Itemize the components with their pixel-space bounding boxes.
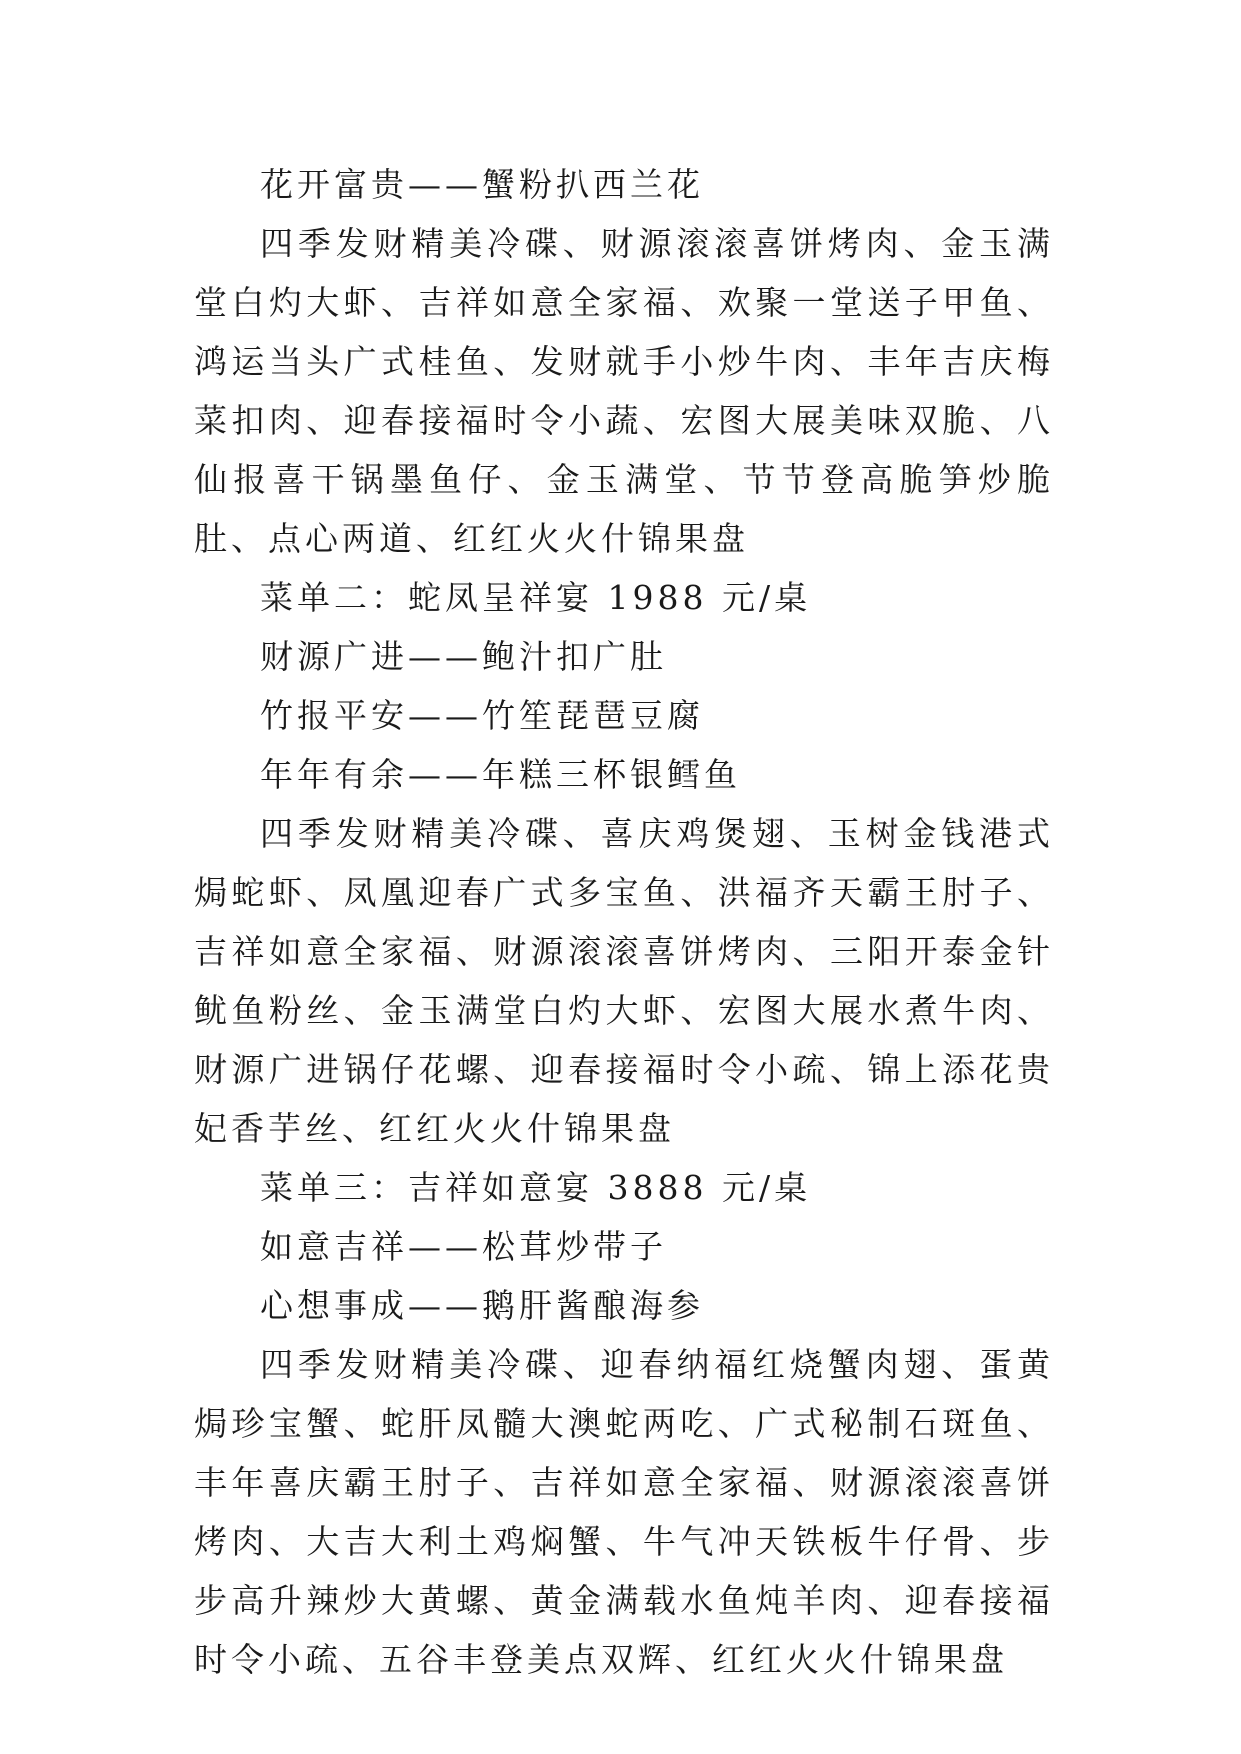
menu-one-dish-list: 四季发财精美冷碟、财源滚滚喜饼烤肉、金玉满堂白灼大虾、吉祥如意全家福、欢聚一堂送子甲鱼、鸿运当头广式桂鱼、发财就手小炒牛肉、丰年吉庆梅菜扣肉、迎春接福时令小蔬、宏图大展美味双脆、八仙报喜干锅墨鱼仔、金玉满堂、节节登高脆笋炒脆肚、点心两道、红红火火什锦果盘	[194, 224, 1054, 558]
dish-line-zhubao-pingan: 竹报平安——竹笙琵琶豆腐	[260, 696, 704, 735]
dish-line-caiyuan-guangjin: 财源广进——鲍汁扣广肚	[260, 637, 667, 676]
menu-two-dish-list: 四季发财精美冷碟、喜庆鸡煲翅、玉树金钱港式焗蛇虾、凤凰迎春广式多宝鱼、洪福齐天霸王肘子、吉祥如意全家福、财源滚滚喜饼烤肉、三阳开泰金针鱿鱼粉丝、金玉满堂白灼大虾、宏图大展水煮牛肉、财源广进锅仔花螺、迎春接福时令小疏、锦上添花贵妃香芋丝、红红火火什锦果盘	[194, 814, 1054, 1148]
document-body	[194, 155, 1054, 1689]
menu-two-heading: 菜单二：蛇凤呈祥宴 1988 元/桌	[260, 578, 812, 617]
menu-three-heading: 菜单三：吉祥如意宴 3888 元/桌	[260, 1168, 812, 1207]
dish-line-huakai-fugui: 花开富贵——蟹粉扒西兰花	[260, 165, 704, 204]
dish-line-niannian-youyu: 年年有余——年糕三杯银鳕鱼	[260, 755, 741, 794]
menu-three-dish-list: 四季发财精美冷碟、迎春纳福红烧蟹肉翅、蛋黄焗珍宝蟹、蛇肝凤髓大澳蛇两吃、广式秘制石斑鱼、丰年喜庆霸王肘子、吉祥如意全家福、财源滚滚喜饼烤肉、大吉大利土鸡焖蟹、牛气冲天铁板牛仔骨、步步高升辣炒大黄螺、黄金满载水鱼炖羊肉、迎春接福时令小疏、五谷丰登美点双辉、红红火火什锦果盘	[194, 1345, 1054, 1679]
dish-line-xinxiang-shicheng: 心想事成——鹅肝酱酿海参	[260, 1286, 704, 1325]
dish-line-ruyi-jixiang: 如意吉祥——松茸炒带子	[260, 1227, 667, 1266]
